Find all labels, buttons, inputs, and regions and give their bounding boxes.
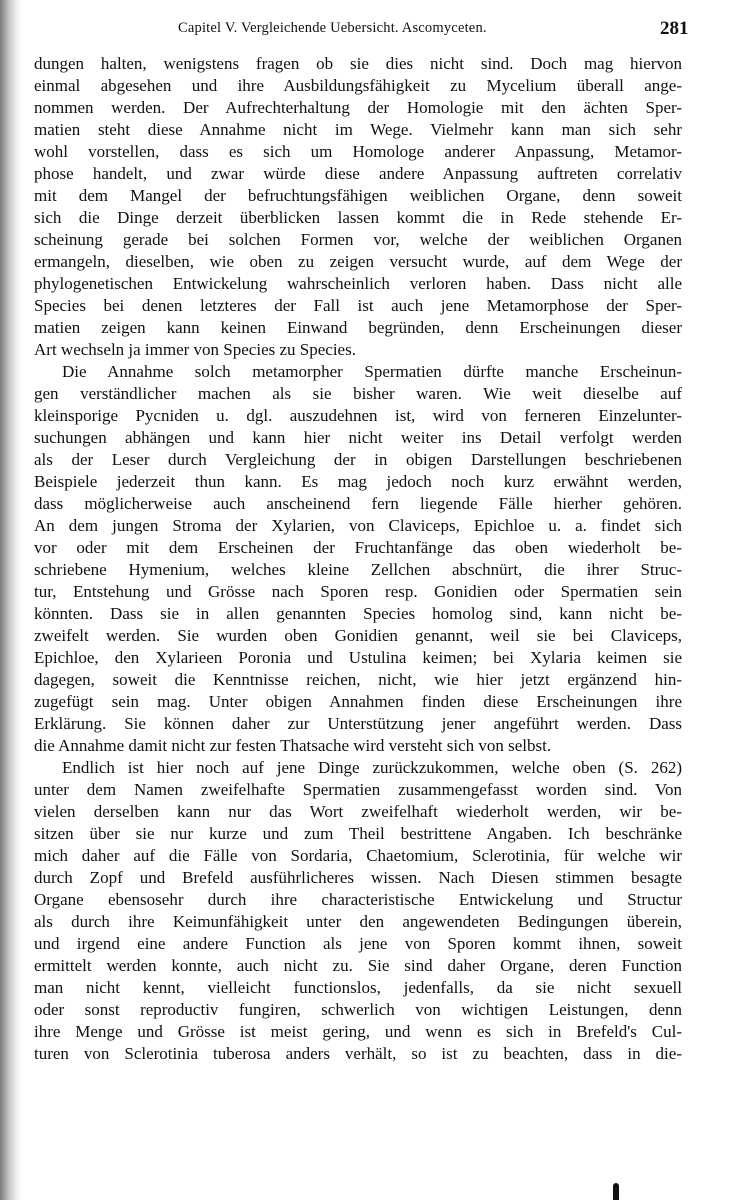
running-title: Capitel V. Vergleichende Uebersicht. Ascomyceten. bbox=[178, 20, 487, 36]
text-line: Organe ebensosehr durch ihre characteristische Entwickelung und Structur bbox=[34, 890, 682, 909]
text-line: als der Leser durch Vergleichung der in obigen Darstellungen beschriebenen bbox=[34, 450, 682, 469]
text-line: ermangeln, dieselben, wie oben zu zeigen versucht wurde, auf dem Wege der bbox=[34, 252, 682, 271]
text-line: man nicht kennt, vielleicht functionslos, jedenfalls, da sie nicht sexuell bbox=[34, 978, 682, 997]
text-line: Species bei denen letzteres der Fall ist auch jene Metamorphose der Sper- bbox=[34, 296, 682, 315]
text-line: tur, Entstehung und Grösse nach Sporen resp. Gonidien oder Spermatien sein bbox=[34, 582, 682, 601]
text-line: suchungen abhängen und kann hier nicht weiter ins Detail verfolgt werden bbox=[34, 428, 682, 447]
body-text bbox=[34, 53, 682, 1065]
text-line: matien zeigen kann keinen Einwand begründen, denn Erscheinungen dieser bbox=[34, 318, 682, 337]
text-line: gen verständlicher machen als sie bisher waren. Wie weit dieselbe auf bbox=[34, 384, 682, 403]
text-line: kleinsporige Pycniden u. dgl. auszudehnen ist, wird von ferneren Einzelunter- bbox=[34, 406, 682, 425]
text-line: dass möglicherweise auch anscheinend fern liegende Fälle hierher gehören. bbox=[34, 494, 682, 513]
text-line: matien steht diese Annahme nicht im Wege. Vielmehr kann man sich sehr bbox=[34, 120, 682, 139]
text-line: unter dem Namen zweifelhafte Spermatien zusammengefasst worden sind. Von bbox=[34, 780, 682, 799]
text-line: wohl vorstellen, dass es sich um Homologe anderer Anpassung, Metamor- bbox=[34, 142, 682, 161]
text-line: zweifelt werden. Sie wurden oben Gonidien genannt, weil sie bei Claviceps, bbox=[34, 626, 682, 645]
running-header bbox=[0, 18, 729, 48]
text-line: nommen werden. Der Aufrechterhaltung der Homologie mit den ächten Sper- bbox=[34, 98, 682, 117]
text-line: scheinung gerade bei solchen Formen vor, welche der weiblichen Organen bbox=[34, 230, 682, 249]
text-line: ermittelt werden konnte, auch nicht zu. Sie sind daher Organe, deren Function bbox=[34, 956, 682, 975]
paragraph-start-line: Endlich ist hier noch auf jene Dinge zurückzukommen, welche oben (S. 262) bbox=[62, 758, 682, 777]
text-line: schriebene Hymenium, welches kleine Zellchen abschnürt, die ihrer Struc- bbox=[34, 560, 682, 579]
text-line: turen von Sclerotinia tuberosa anders verhält, so ist zu beachten, dass in die- bbox=[34, 1044, 682, 1063]
paragraph-end-line: die Annahme damit nicht zur festen Thatsache wird versteht sich von selbst. bbox=[34, 736, 552, 755]
text-line: dagegen, soweit die Kenntnisse reichen, nicht, wie hier jetzt ergänzend hin- bbox=[34, 670, 682, 689]
text-line: und irgend eine andere Function als jene von Sporen kommt ihnen, soweit bbox=[34, 934, 682, 953]
text-line: einmal abgesehen und ihre Ausbildungsfähigkeit zu Mycelium überall ange- bbox=[34, 76, 682, 95]
text-line: durch Zopf und Brefeld ausführlicheres wissen. Nach Diesen stimmen besagte bbox=[34, 868, 682, 887]
text-line: Beispiele jederzeit thun kann. Es mag jedoch noch kurz erwähnt werden, bbox=[34, 472, 682, 491]
page-number: 281 bbox=[660, 18, 689, 39]
text-line: sitzen über sie nur kurze und zum Theil bestrittene Angaben. Ich beschränke bbox=[34, 824, 682, 843]
text-line: phylogenetischen Entwickelung wahrscheinlich verloren haben. Dass nicht alle bbox=[34, 274, 682, 293]
text-line: Epichloe, den Xylarieen Poronia und Ustulina keimen; bei Xylaria keimen sie bbox=[34, 648, 682, 667]
text-line: als durch ihre Keimunfähigkeit unter den angewendeten Bedingungen überein, bbox=[34, 912, 682, 931]
ink-blot bbox=[613, 1183, 619, 1200]
text-line: mich daher auf die Fälle von Sordaria, Chaetomium, Sclerotinia, für welche wir bbox=[34, 846, 682, 865]
text-line: oder sonst reproductiv fungiren, schwerlich von wichtigen Leistungen, denn bbox=[34, 1000, 682, 1019]
text-line: sich die Dinge derzeit überblicken lassen kommt die in Rede stehende Er- bbox=[34, 208, 682, 227]
text-line: vielen derselben kann nur das Wort zweifelhaft wiederholt werden, wir be- bbox=[34, 802, 682, 821]
text-line: dungen halten, wenigstens fragen ob sie dies nicht sind. Doch mag hiervon bbox=[34, 54, 682, 73]
paragraph-start-line: Die Annahme solch metamorpher Spermatien dürfte manche Erscheinun- bbox=[62, 362, 682, 381]
gutter-shadow bbox=[0, 0, 22, 1200]
text-line: könnten. Dass sie in allen genannten Species homolog sind, kann nicht be- bbox=[34, 604, 682, 623]
text-line: An dem jungen Stroma der Xylarien, von Claviceps, Epichloe u. a. findet sich bbox=[34, 516, 682, 535]
text-line: Erklärung. Sie können daher zur Unterstützung jener angeführt werden. Dass bbox=[34, 714, 682, 733]
text-line: mit dem Mangel der befruchtungsfähigen weiblichen Organe, denn soweit bbox=[34, 186, 682, 205]
text-line: ihre Menge und Grösse ist meist gering, und wenn es sich in Brefeld's Cul- bbox=[34, 1022, 682, 1041]
text-line: vor oder mit dem Erscheinen der Fruchtanfänge das oben wiederholt be- bbox=[34, 538, 682, 557]
paragraph-end-line: Art wechseln ja immer von Species zu Species. bbox=[34, 340, 356, 359]
text-line: phose handelt, und zwar würde diese andere Anpassung auftreten correlativ bbox=[34, 164, 682, 183]
text-line: zugefügt sein mag. Unter obigen Annahmen finden diese Erscheinungen ihre bbox=[34, 692, 682, 711]
